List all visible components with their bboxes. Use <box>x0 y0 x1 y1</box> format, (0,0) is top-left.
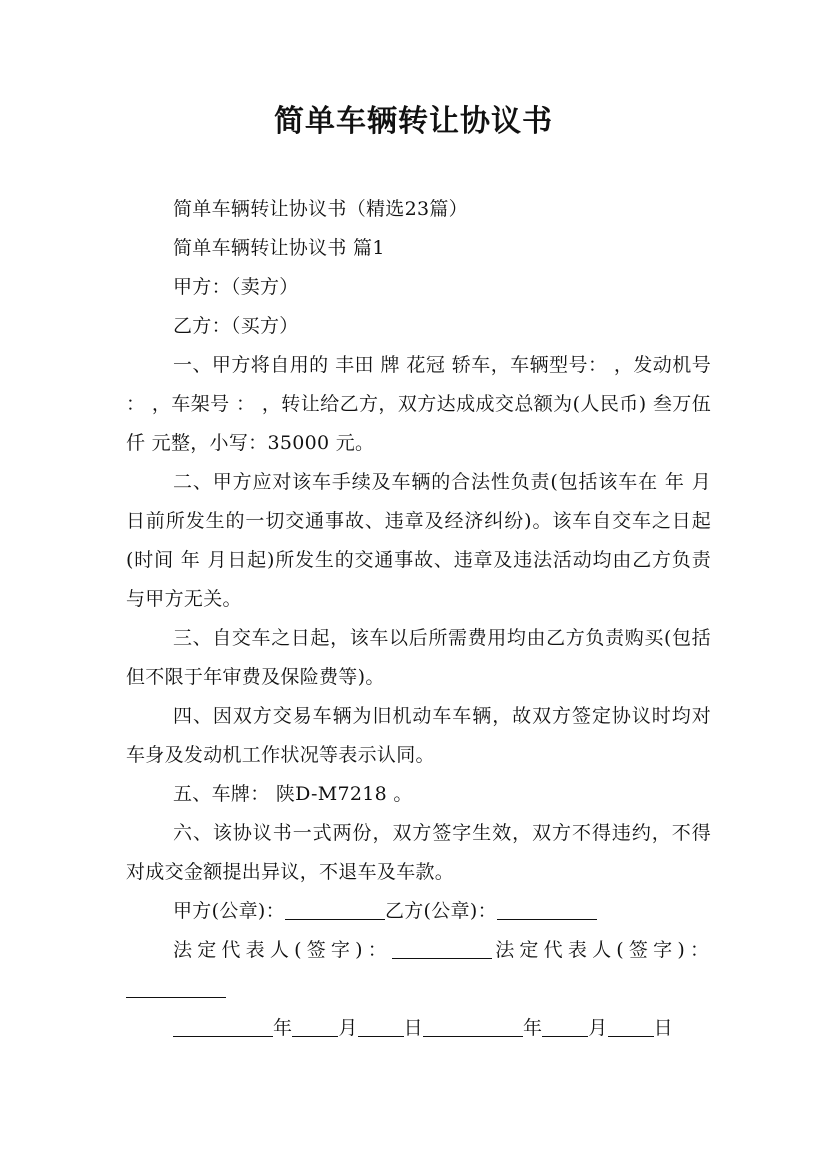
paragraph-clause-3: 三、自交车之日起，该车以后所需费用均由乙方负责购买(包括但不限于年审费及保险费等)。 <box>126 627 711 688</box>
date-b-year-blank <box>423 1017 523 1037</box>
date-b-day: 日 <box>653 1017 673 1039</box>
paragraph-party-a: 甲方：（卖方） <box>173 276 299 298</box>
paragraph-clause-5: 五、车牌： 陕D-M7218 。 <box>173 783 413 805</box>
party-a-seal-label: 甲方(公章)： <box>173 900 285 922</box>
rep-a-blank <box>392 939 492 959</box>
date-a-month-blank <box>292 1017 338 1037</box>
paragraph-subtitle: 简单车辆转让协议书（精选23篇） <box>173 198 468 220</box>
paragraph-clause-2: 二、甲方应对该车手续及车辆的合法性负责(包括该车在 年 月 日前所发生的一切交通事故、违章及经济纠纷)。该车自交车之日起(时间 年 月日起)所发生的交通事故、违章及违法活动均由乙方负责与甲方无关。 <box>126 471 711 610</box>
rep-a-label: 法定代表人(签字)： <box>173 939 392 961</box>
paragraph-chapter: 简单车辆转让协议书 篇1 <box>173 237 385 259</box>
paragraph-clause-4: 四、因双方交易车辆为旧机动车车辆，故双方签定协议时均对车身及发动机工作状况等表示认同。 <box>126 705 711 766</box>
date-b-year: 年 <box>522 1017 543 1039</box>
party-a-seal-blank <box>285 900 385 920</box>
rep-b-blank <box>126 978 226 998</box>
seal-line <box>126 892 711 931</box>
paragraph-clause-6: 六、该协议书一式两份，双方签字生效，双方不得违约，不得对成交金额提出异议，不退车及车款。 <box>126 822 711 883</box>
date-a-year-blank <box>173 1017 273 1037</box>
date-b-month: 月 <box>588 1017 608 1039</box>
date-a-year: 年 <box>273 1017 293 1039</box>
party-b-seal-label: 乙方(公章)： <box>384 900 497 922</box>
date-a-month: 月 <box>338 1017 358 1039</box>
party-b-seal-blank <box>497 900 597 920</box>
paragraph-clause-1: 一、甲方将自用的 丰田 牌 花冠 轿车，车辆型号： ，发动机号 ： ，车架号 ： ，转让给乙方，双方达成成交总额为(人民币) 叁万伍仟 元整，小写：35000 元。 <box>126 354 711 454</box>
date-a-day-blank <box>358 1017 404 1037</box>
paragraph-party-b: 乙方：（买方） <box>173 315 299 337</box>
document-body <box>126 190 711 1048</box>
document-title: 简单车辆转让协议书 <box>274 104 553 139</box>
date-b-month-blank <box>542 1017 588 1037</box>
representative-line <box>126 931 711 1009</box>
date-line <box>126 1009 711 1048</box>
date-a-day: 日 <box>403 1017 423 1039</box>
rep-b-label: 法定代表人(签字)： <box>492 939 711 961</box>
date-b-day-blank <box>608 1017 654 1037</box>
